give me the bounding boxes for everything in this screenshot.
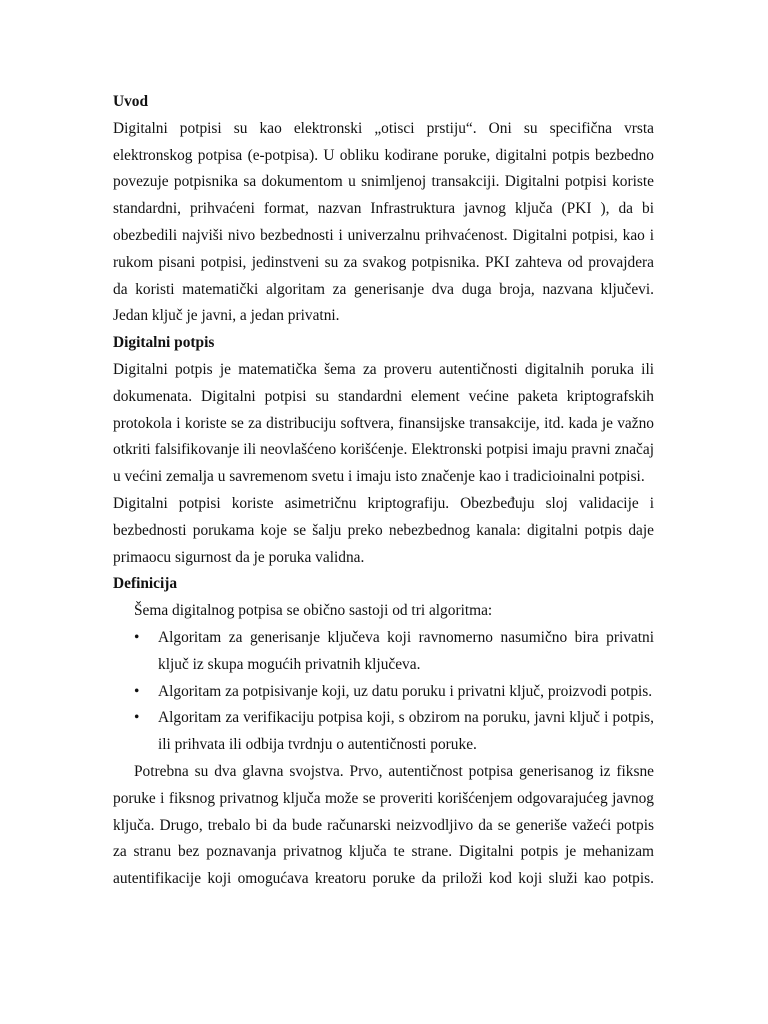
list-item bbox=[113, 705, 654, 759]
section-heading-digitalni-potpis: Digitalni potpis bbox=[113, 334, 215, 352]
list-item-text: Algoritam za potpisivanje koji, uz datu poruku i privatni ključ, proizvodi potpis. bbox=[158, 682, 653, 700]
bullet-icon: • bbox=[134, 682, 140, 700]
list-item bbox=[113, 625, 654, 679]
list-item-text: Algoritam za verifikaciju potpisa koji, s obzirom na poruku, javni ključ i potpis, ili prihvata ili odbija tvrdnju o autentičnosti poruke. bbox=[158, 709, 654, 754]
list-item-text: Algoritam za generisanje ključeva koji ravnomerno nasumično bira privatni ključ iz skupa mogućih privatnih ključeva. bbox=[158, 628, 654, 673]
algorithm-list bbox=[113, 625, 654, 759]
digitalni-potpis-paragraph-1: Digitalni potpis je matematička šema za proveru autentičnosti digitalnih poruka ili dokumenata. Digitalni potpisi su standardni element većine paketa kriptografskih protokola i koriste se za distribuciju softvera, finansijske transakcije, itd. kada je važno otkriti falsifikovanje ili neovlašćeno korišćenje. Elektronski potpisi imaju pravni značaj u većini zemalja u savremenom svetu i imaju isto značenje kao i tradicioinalni potpisi. bbox=[113, 360, 654, 486]
section-heading-uvod: Uvod bbox=[113, 93, 149, 110]
bullet-icon: • bbox=[134, 709, 140, 727]
uvod-paragraph: Digitalni potpisi su kao elektronski „otisci prstiju“. Oni su specifična vrsta elektronskog potpisa (e-potpisa). U obliku kodirane poruke, digitalni potpis bezbedno povezuje potpisnika sa dokumentom u snimljenoj transakciji. Digitalni potpisi koriste standardni, prihvaćeni format, nazvan Infrastruktura javnog ključa (PKI ), da bi obezbedili najviši nivo bezbednosti i univerzalnu prihvaćenost. Digitalni potpisi, kao i rukom pisani potpisi, jedinstveni su za svakog potpisnika. PKI zahteva od provajdera da koristi matematički algoritam za generisanje dva duga broja, nazvana ključevi. Jedan ključ je javni, a jedan privatni. bbox=[113, 119, 654, 325]
digitalni-potpis-paragraph-2: Digitalni potpisi koriste asimetričnu kriptografiju. Obezbeđuju sloj validacije i bezbednosti porukama koje se šalju preko nebezbednog kanala: digitalni potpis daje primaocu sigurnost da je poruka validna. bbox=[113, 494, 654, 566]
document-page bbox=[113, 89, 654, 893]
section-heading-definicija: Definicija bbox=[113, 575, 178, 593]
list-item bbox=[113, 679, 654, 706]
bullet-icon: • bbox=[134, 628, 140, 646]
definicija-intro: Šema digitalnog potpisa se obično sastoji od tri algoritma: bbox=[134, 602, 493, 620]
definicija-closing-paragraph: Potrebna su dva glavna svojstva. Prvo, autentičnost potpisa generisanog iz fiksne poruke i fiksnog privatnog ključa može se proveriti korišćenjem odgovarajućeg javnog ključa. Drugo, trebalo bi da bude računarski neizvodljivo da se generiše važeći potpis za stranu bez poznavanja privatnog ključa te strane. Digitalni potpis je mehanizam autentifikacije koji omogućava kreatoru poruke da priloži kod koji služi kao potpis. bbox=[113, 762, 654, 888]
